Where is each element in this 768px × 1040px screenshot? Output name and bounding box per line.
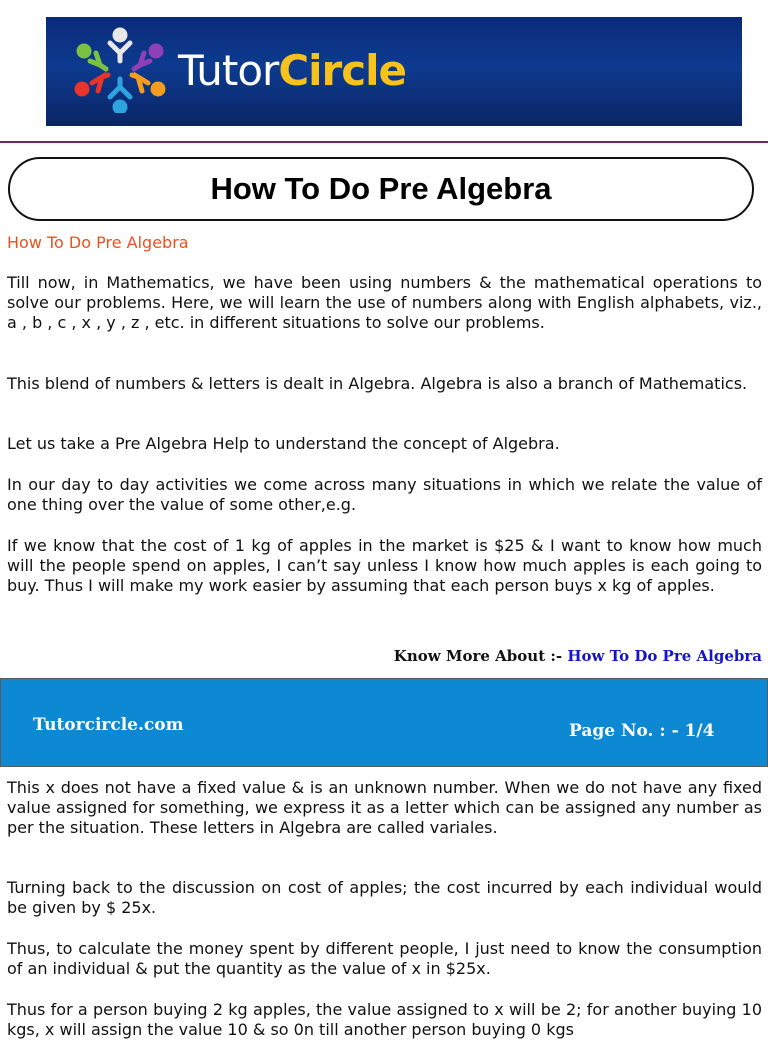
paragraph: This x does not have a fixed value & is an unknown number. When we do not have any fixed value assigned for something, we express it as a letter which can be assigned any number as per the situation. These letters in Algebra are called variales. [7, 778, 762, 837]
page-footer [0, 678, 768, 767]
divider-line [0, 141, 768, 143]
know-more-label: Know More About :- [393, 647, 568, 665]
page-title: How To Do Pre Algebra [210, 171, 552, 206]
footer-page-number: Page No. : - 1/4 [569, 721, 715, 741]
footer-site-name: Tutorcircle.com [33, 715, 184, 735]
people-circle-logo-icon [72, 27, 168, 113]
title-box [8, 157, 754, 221]
header-banner [46, 17, 742, 126]
know-more-link[interactable]: How To Do Pre Algebra [567, 647, 762, 665]
section-heading: How To Do Pre Algebra [7, 233, 189, 252]
paragraph: If we know that the cost of 1 kg of apples in the market is $25 & I want to know how much will the people spend on apples, I can’t say unless I know how much apples is each going to buy. Thus I will make my work easier by assuming that each person buys x kg of apples. [7, 536, 762, 595]
logo-word-circle: Circle [278, 46, 407, 95]
paragraph: Thus for a person buying 2 kg apples, the value assigned to x will be 2; for another buying 10 kgs, x will assign the value 10 & so 0n till another person buying 0 kgs [7, 1000, 762, 1039]
know-more-line [394, 646, 762, 666]
logo-word-tutor: Tutor [178, 46, 279, 95]
paragraph: Turning back to the discussion on cost of apples; the cost incurred by each individual would be given by $ 25x. [7, 878, 762, 917]
paragraph: Let us take a Pre Algebra Help to understand the concept of Algebra. [7, 434, 560, 453]
logo-wordmark [178, 47, 406, 95]
paragraph: This blend of numbers & letters is dealt in Algebra. Algebra is also a branch of Mathematics. [7, 374, 748, 393]
paragraph: In our day to day activities we come across many situations in which we relate the value of one thing over the value of some other,e.g. [7, 475, 762, 514]
paragraph: Till now, in Mathematics, we have been using numbers & the mathematical operations to solve our problems. Here, we will learn the use of numbers along with English alphabets, viz., a , b , c , x , y , z , etc. in different situations to solve our problems. [7, 273, 762, 332]
paragraph: Thus, to calculate the money spent by different people, I just need to know the consumption of an individual & put the quantity as the value of x in $25x. [7, 939, 762, 978]
